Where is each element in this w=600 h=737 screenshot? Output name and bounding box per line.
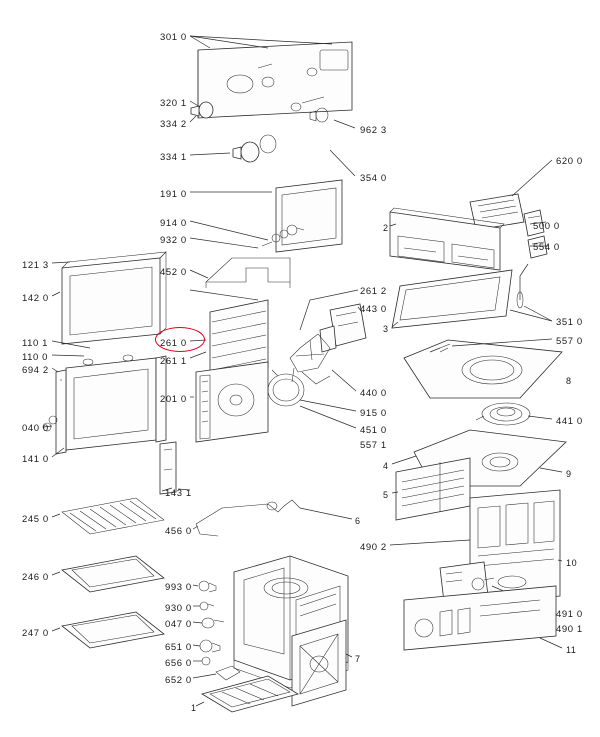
- label-554-0: 554 0: [533, 242, 560, 253]
- label-962-3: 962 3: [360, 125, 387, 136]
- marker-10: 10: [566, 558, 578, 568]
- label-451-0: 451 0: [360, 425, 387, 436]
- part-control-panel: [198, 42, 352, 118]
- marker-7: 7: [355, 654, 361, 664]
- label-110-0: 110 0: [22, 352, 49, 363]
- marker-6: 6: [355, 516, 361, 526]
- part-control-bar-11: [404, 586, 556, 650]
- label-334-2: 334 2: [160, 119, 187, 130]
- label-490-1: 490 1: [556, 624, 583, 635]
- label-040-0: 040 0: [22, 423, 49, 434]
- label-301-0: 301 0: [160, 32, 187, 43]
- part-element-441: [476, 403, 530, 425]
- label-441-0: 441 0: [556, 416, 583, 427]
- label-557-1: 557 1: [360, 440, 387, 451]
- label-191-0: 191 0: [160, 189, 187, 200]
- part-door-glass: [276, 180, 342, 252]
- part-outer-door: [62, 252, 166, 344]
- label-620-0: 620 0: [556, 156, 583, 167]
- label-656-0: 656 0: [165, 658, 192, 669]
- label-047-0: 047 0: [165, 619, 192, 630]
- marker-8: 8: [566, 376, 572, 386]
- label-932-0: 932 0: [160, 235, 187, 246]
- part-fan-ring-915: [268, 370, 304, 406]
- label-452-0: 452 0: [160, 267, 187, 278]
- part-inner-door: [66, 355, 156, 450]
- marker-11: 11: [566, 645, 577, 655]
- label-261-0: 261 0: [160, 338, 187, 349]
- marker-2: 2: [383, 223, 389, 233]
- part-fan-backwall-201: [196, 362, 268, 442]
- label-320-1: 320 1: [160, 98, 187, 109]
- marker-3: 3: [383, 324, 389, 334]
- label-651-0: 651 0: [165, 642, 192, 653]
- label-351-0: 351 0: [556, 317, 583, 328]
- label-915-0: 915 0: [360, 408, 387, 419]
- label-694-2: 694 2: [22, 365, 49, 376]
- label-490-2: 490 2: [360, 542, 387, 553]
- label-142-0: 142 0: [22, 293, 49, 304]
- label-261-2: 261 2: [360, 286, 387, 297]
- label-456-0: 456 0: [165, 526, 192, 537]
- part-bottom-tray-1: [202, 676, 298, 712]
- marker-5: 5: [383, 490, 389, 500]
- label-334-1: 334 1: [160, 152, 187, 163]
- part-back-cover-351: [392, 270, 523, 328]
- label-110-1: 110 1: [22, 338, 49, 349]
- part-vent-strip-5: [396, 458, 470, 520]
- label-141-0: 141 0: [22, 454, 49, 465]
- label-930-0: 930 0: [165, 603, 192, 614]
- part-tray-246: [62, 556, 164, 592]
- label-652-0: 652 0: [165, 675, 192, 686]
- part-tray-247: [62, 612, 164, 648]
- part-fittings-993: [199, 581, 224, 628]
- label-500-0: 500 0: [533, 221, 560, 232]
- part-top-plate-557: [404, 340, 562, 398]
- label-443-0: 443 0: [360, 304, 387, 315]
- part-heating-element-452: [206, 258, 290, 288]
- marker-4: 4: [383, 461, 389, 471]
- label-246-0: 246 0: [22, 572, 49, 583]
- label-354-0: 354 0: [360, 173, 387, 184]
- label-993-0: 993 0: [165, 582, 192, 593]
- label-557-0: 557 0: [556, 336, 583, 347]
- label-245-0: 245 0: [22, 514, 49, 525]
- label-440-0: 440 0: [360, 388, 387, 399]
- marker-9: 9: [566, 469, 572, 479]
- label-491-0: 491 0: [556, 609, 583, 620]
- label-914-0: 914 0: [160, 218, 187, 229]
- marker-1: 1: [191, 703, 197, 713]
- label-121-3: 121 3: [22, 260, 49, 271]
- label-261-1: 261 1: [160, 356, 187, 367]
- part-harness-456: [196, 500, 300, 536]
- label-143-1: 143 1: [165, 488, 192, 499]
- label-201-0: 201 0: [160, 394, 187, 405]
- part-wire-shelf-245: [62, 498, 164, 534]
- label-247-0: 247 0: [22, 628, 49, 639]
